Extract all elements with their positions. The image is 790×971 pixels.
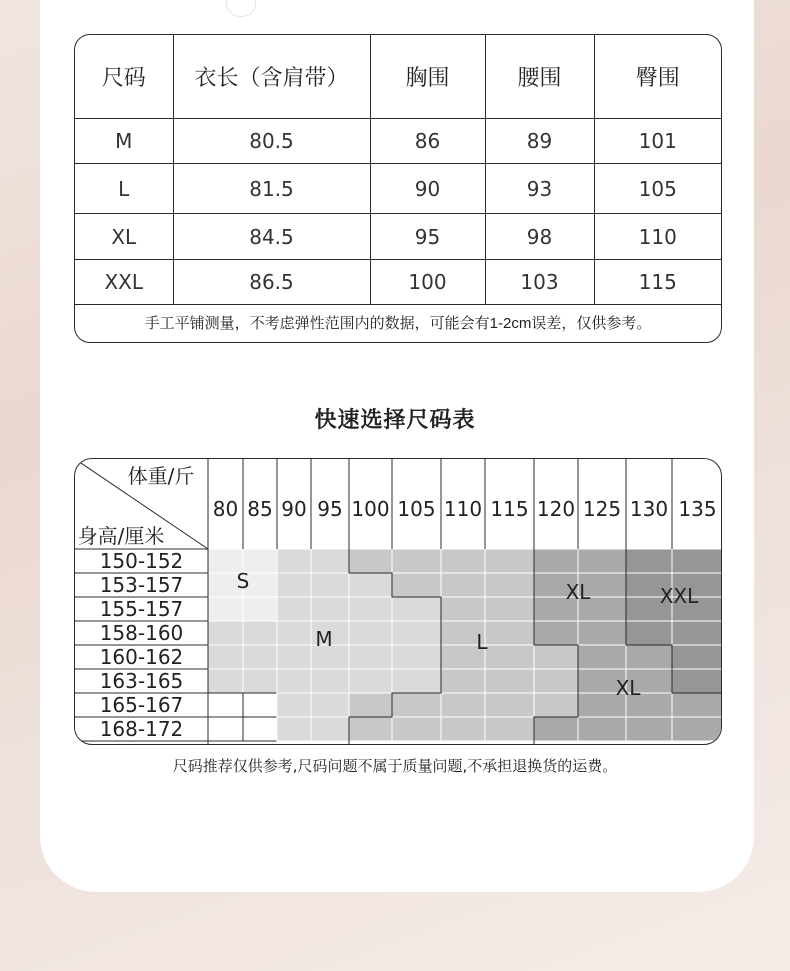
header-cell: 腰围 [485, 35, 594, 119]
size-zone-label: XXL [659, 584, 699, 608]
size-cell [441, 669, 485, 693]
size-cell [441, 573, 485, 597]
table-cell: 90 [370, 164, 485, 214]
size-cell [392, 693, 441, 717]
size-cell [485, 693, 534, 717]
size-cell [578, 645, 626, 669]
size-cell [441, 597, 485, 621]
size-cell [311, 573, 349, 597]
size-cell [277, 717, 311, 741]
size-cell [626, 717, 672, 741]
size-cell [311, 669, 349, 693]
table-cell: 105 [594, 164, 721, 214]
weight-header: 95 [317, 497, 343, 521]
size-cell [485, 573, 534, 597]
size-cell [349, 669, 392, 693]
size-cell [672, 621, 722, 645]
table-cell: 115 [594, 260, 721, 305]
size-cell [349, 573, 392, 597]
size-cell [208, 717, 243, 741]
quick-chart-title: 快速选择尺码表 [314, 408, 476, 433]
size-cell [349, 597, 392, 621]
size-cell [626, 645, 672, 669]
size-cell [441, 693, 485, 717]
size-cell [349, 621, 392, 645]
table-row [75, 214, 721, 260]
size-cell [441, 717, 485, 741]
size-zone-label: XL [565, 580, 591, 604]
table-cell: 95 [370, 214, 485, 260]
size-cell [392, 573, 441, 597]
height-label: 168-172 [99, 717, 184, 741]
size-zone-label: M [315, 627, 333, 651]
size-zone-label: XL [615, 676, 641, 700]
size-cell [349, 645, 392, 669]
size-cell [392, 645, 441, 669]
height-label: 155-157 [99, 597, 184, 621]
size-cell [578, 717, 626, 741]
size-cell [485, 549, 534, 573]
size-cell [349, 693, 392, 717]
table-cell: 100 [370, 260, 485, 305]
size-cell [534, 549, 578, 573]
header-cell: 衣长（含肩带） [173, 35, 370, 119]
size-cell [485, 621, 534, 645]
size-cell [672, 717, 722, 741]
height-label: 158-160 [99, 621, 184, 645]
weight-header: 115 [490, 497, 529, 521]
size-cell [534, 717, 578, 741]
table-row [75, 164, 721, 214]
weight-header: 135 [678, 497, 717, 521]
size-cell [277, 621, 311, 645]
size-cell [277, 597, 311, 621]
size-cell [349, 549, 392, 573]
weight-header: 120 [536, 497, 576, 521]
size-cell [485, 645, 534, 669]
size-cell [208, 621, 243, 645]
weight-axis-label: 体重/斤 [127, 464, 195, 488]
size-cell [349, 717, 392, 741]
size-cell [243, 645, 277, 669]
table-cell: 86.5 [173, 260, 370, 305]
size-cell [311, 549, 349, 573]
table-cell: 98 [485, 214, 594, 260]
size-cell [392, 549, 441, 573]
table-cell: 80.5 [173, 119, 370, 164]
size-cell [672, 645, 722, 669]
size-cell [578, 621, 626, 645]
size-cell [311, 597, 349, 621]
table-cell: 101 [594, 119, 721, 164]
size-cell [208, 645, 243, 669]
weight-header: 90 [281, 497, 307, 521]
height-axis-label: 身高/厘米 [77, 524, 165, 548]
size-cell [392, 621, 441, 645]
table-row [75, 119, 721, 164]
size-zone-label: S [236, 569, 250, 593]
header-cell: 尺码 [75, 35, 173, 119]
size-cell [277, 693, 311, 717]
table-row [75, 260, 721, 305]
table-cell: L [75, 164, 173, 214]
size-cell [485, 669, 534, 693]
height-label: 165-167 [99, 693, 184, 717]
size-cell [626, 549, 672, 573]
table-cell: XL [75, 214, 173, 260]
quick-size-chart [74, 458, 722, 745]
height-label: 153-157 [99, 573, 184, 597]
size-cell [243, 693, 277, 717]
size-cell [277, 549, 311, 573]
size-cell [277, 669, 311, 693]
weight-header: 125 [582, 497, 622, 521]
table-cell: 89 [485, 119, 594, 164]
weight-header: 85 [247, 497, 273, 521]
size-cell [277, 645, 311, 669]
size-cell [534, 693, 578, 717]
size-table-header [75, 35, 721, 119]
size-cell [392, 717, 441, 741]
header-cell: 胸围 [370, 35, 485, 119]
weight-header: 105 [397, 497, 436, 521]
table-cell: 86 [370, 119, 485, 164]
table-cell: XXL [75, 260, 173, 305]
weight-header: 100 [351, 497, 390, 521]
size-cell [672, 669, 722, 693]
size-cell [441, 549, 485, 573]
size-cell [243, 621, 277, 645]
size-cell [208, 597, 243, 621]
size-cell [311, 693, 349, 717]
size-cell [392, 669, 441, 693]
size-table-note: 手工平铺测量，不考虑弹性范围内的数据，可能会有1-2cm误差，仅供参考。 [144, 315, 652, 332]
table-cell: 103 [485, 260, 594, 305]
size-cell [578, 549, 626, 573]
size-cell [243, 717, 277, 741]
table-cell: 93 [485, 164, 594, 214]
size-cell [277, 573, 311, 597]
size-cell [534, 669, 578, 693]
size-cell [208, 669, 243, 693]
size-cell [626, 621, 672, 645]
size-cell [485, 597, 534, 621]
size-cell [672, 693, 722, 717]
table-cell: 81.5 [173, 164, 370, 214]
size-cell [208, 693, 243, 717]
size-cell [392, 597, 441, 621]
size-cell [243, 597, 277, 621]
size-table [74, 34, 722, 343]
size-cell [672, 549, 722, 573]
weight-header: 110 [443, 497, 483, 521]
height-label: 160-162 [99, 645, 184, 669]
size-zone-label: L [476, 630, 488, 654]
header-cell: 臀围 [594, 35, 721, 119]
table-cell: 84.5 [173, 214, 370, 260]
table-cell: M [75, 119, 173, 164]
size-cell [485, 717, 534, 741]
weight-header: 130 [629, 497, 669, 521]
size-cell [311, 717, 349, 741]
size-cell [534, 645, 578, 669]
height-label: 150-152 [99, 549, 184, 573]
size-cell [534, 621, 578, 645]
table-cell: 110 [594, 214, 721, 260]
quick-chart-graphic [75, 459, 722, 745]
weight-header: 80 [212, 497, 239, 521]
size-cell [243, 669, 277, 693]
quick-chart-note: 尺码推荐仅供参考,尺码问题不属于质量问题,不承担退换货的运费。 [172, 757, 618, 775]
height-label: 163-165 [99, 669, 184, 693]
